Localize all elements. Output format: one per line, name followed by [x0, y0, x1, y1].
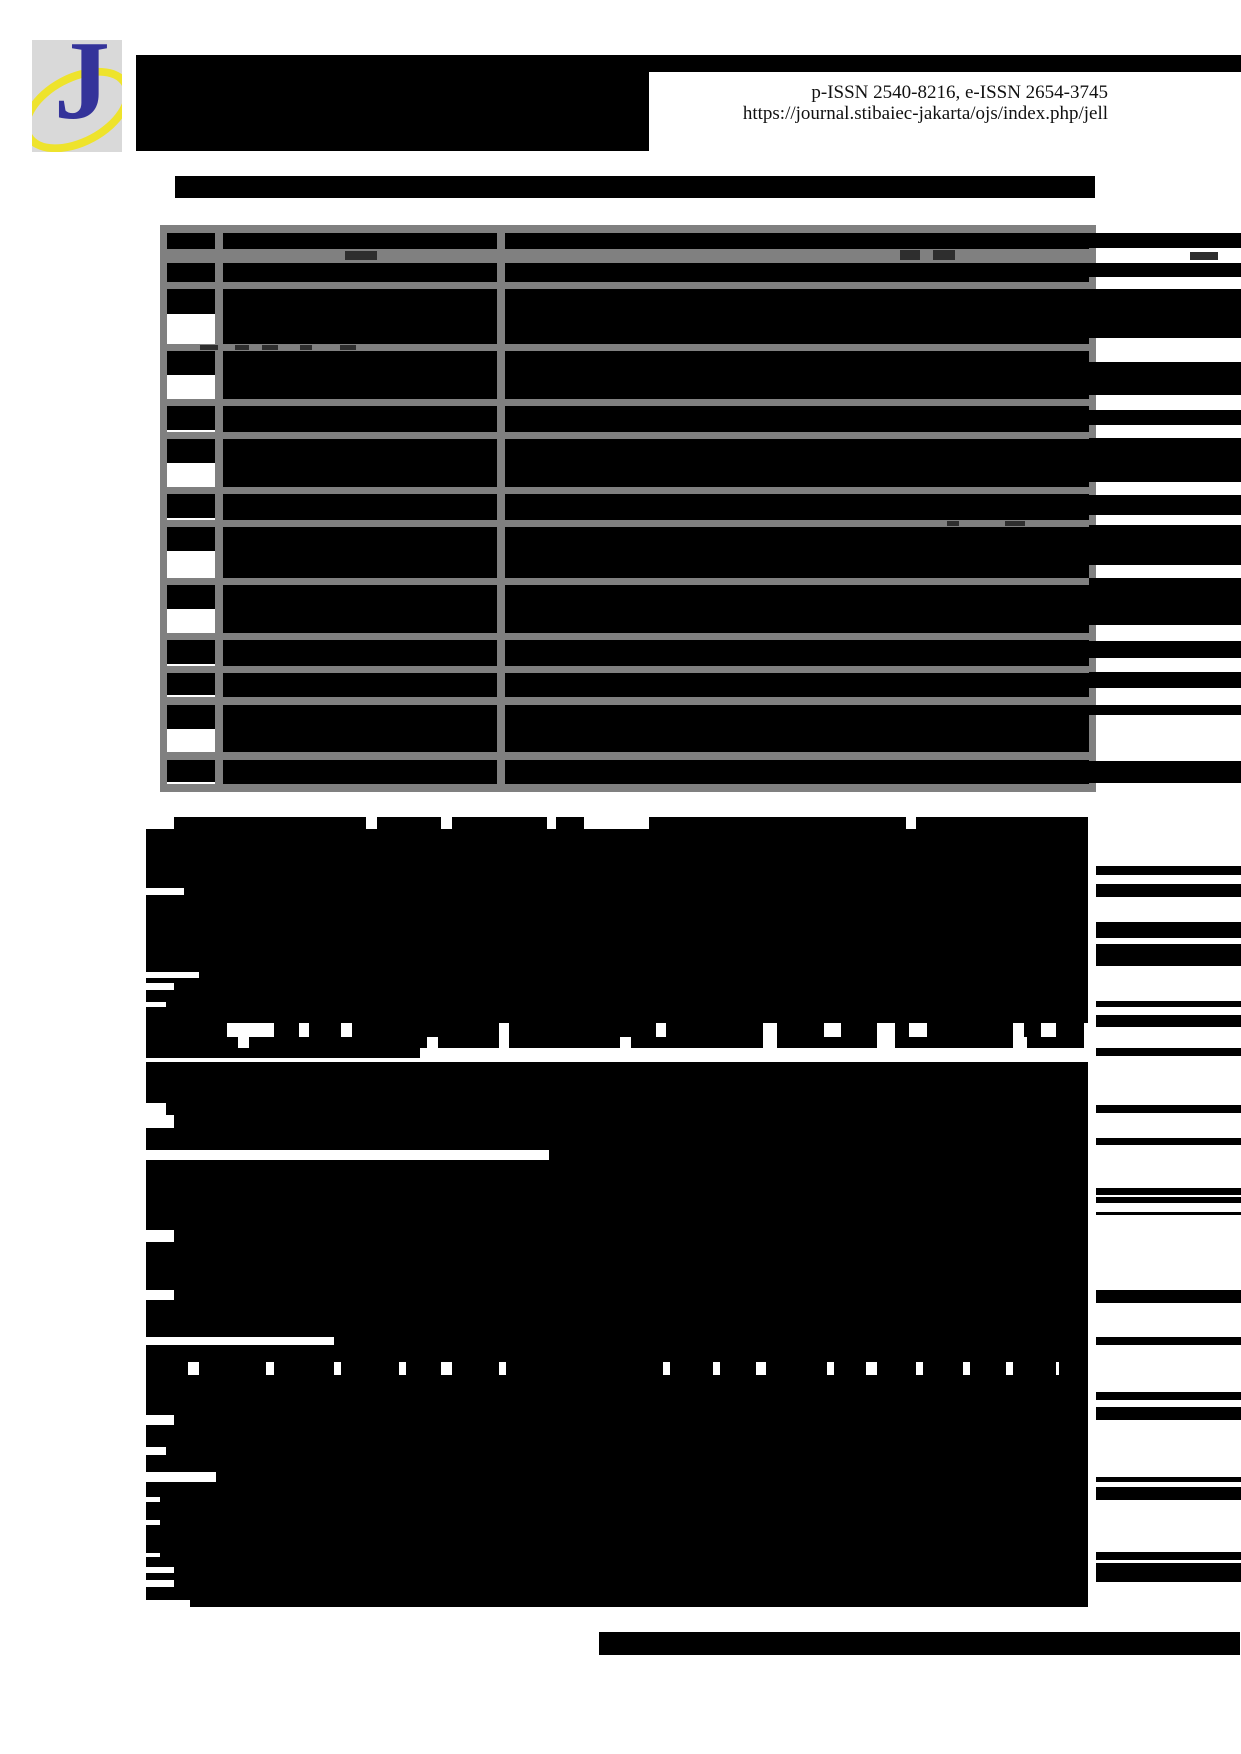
text-remnant: [235, 345, 249, 350]
text-remnant: [345, 251, 377, 260]
text-remnant: [1190, 252, 1218, 260]
issn-line-2: https://journal.stibaiec-jakarta/ojs/index.php/jell: [742, 103, 1108, 124]
text-remnant: [300, 345, 312, 350]
logo-letter: J: [54, 40, 110, 143]
text-remnant: [933, 250, 955, 260]
text-remnant: [340, 345, 356, 350]
text-remnant: [262, 345, 278, 350]
text-remnant: [200, 345, 218, 350]
text-remnant: [900, 250, 920, 260]
text-remnant: [1005, 521, 1025, 526]
issn-line-1: p-ISSN 2540-8216, e-ISSN 2654-3745: [811, 82, 1108, 103]
text-remnant: [947, 521, 959, 526]
